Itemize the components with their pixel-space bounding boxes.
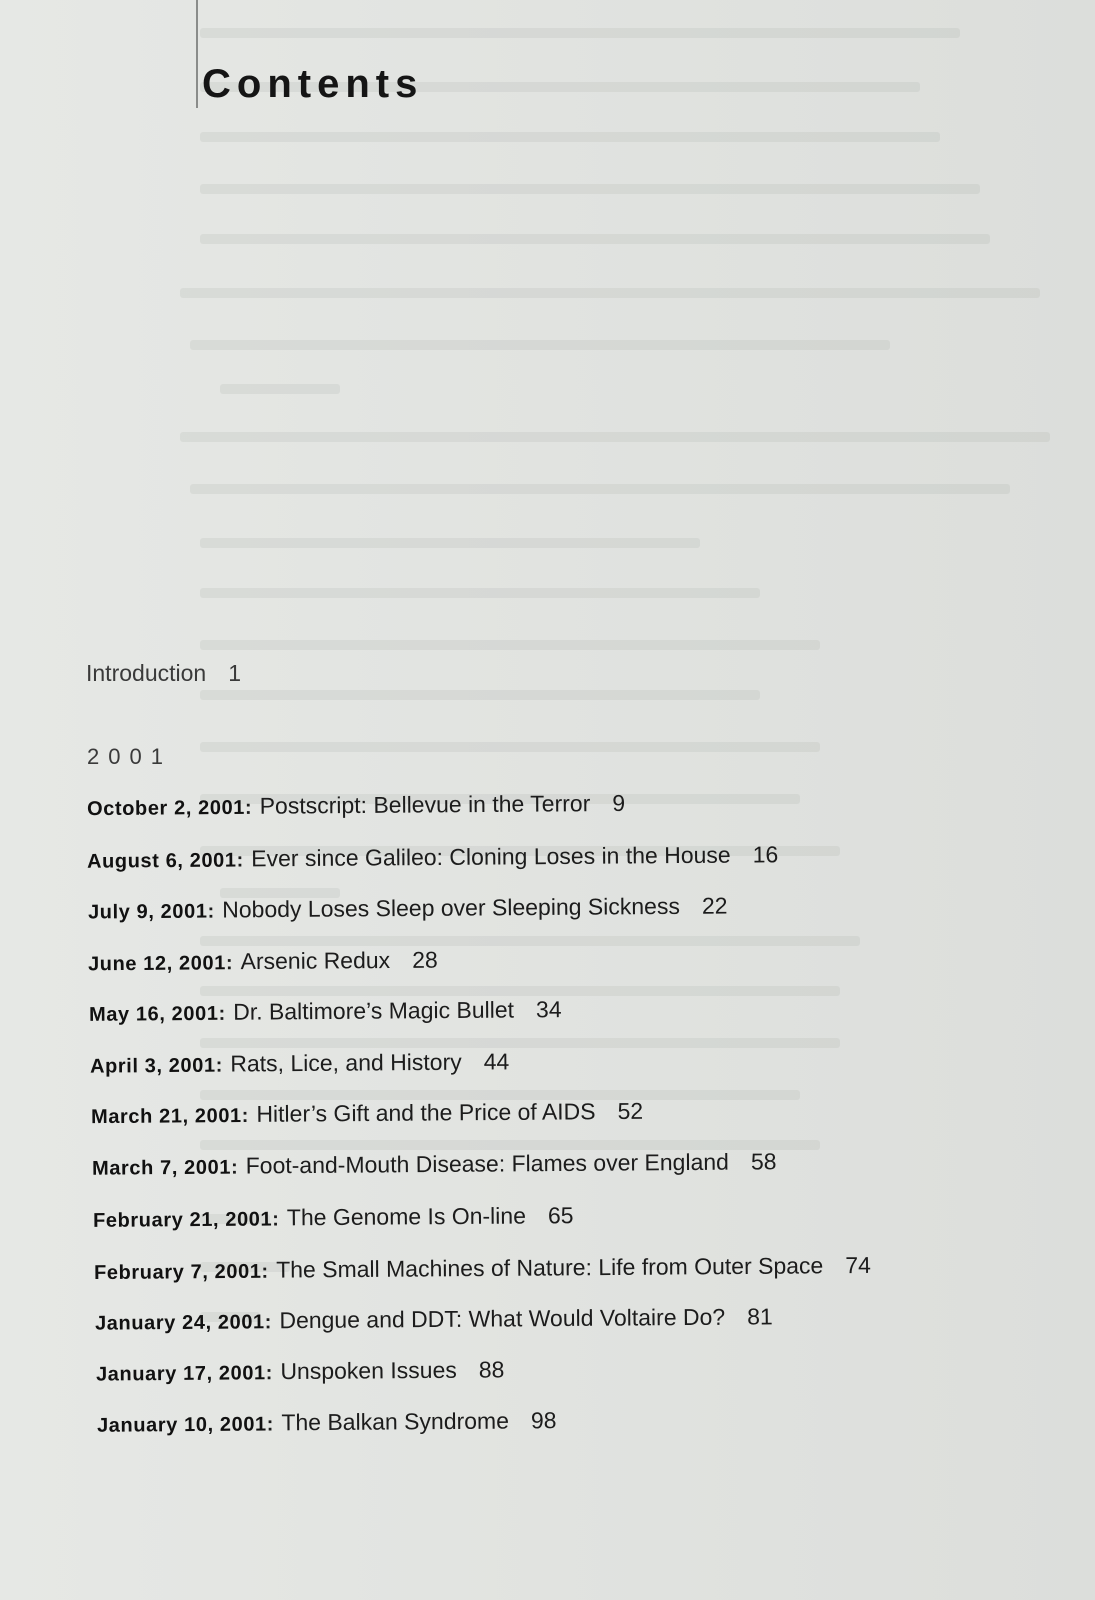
entry-title: Arsenic Redux [240, 947, 391, 975]
introduction-label: Introduction [86, 660, 207, 686]
toc-entry: October 2, 2001: Postscript: Bellevue in the Terror 9 [86, 789, 626, 821]
entry-page-number: 16 [752, 841, 779, 868]
margin-rule [196, 0, 198, 108]
entry-page-number: 88 [478, 1356, 505, 1383]
entry-title: Foot-and-Mouth Disease: Flames over England [245, 1148, 730, 1179]
entry-date: July 9, 2001 [87, 900, 208, 924]
entry-page-number: 28 [412, 946, 438, 973]
entry-page-number: 34 [535, 996, 562, 1023]
entry-title: Dengue and DDT: What Would Voltaire Do? [279, 1303, 726, 1334]
toc-entry: April 3, 2001: Rats, Lice, and History 44 [89, 1048, 510, 1078]
entry-date: June 12, 2001 [87, 952, 226, 976]
entry-title: The Small Machines of Nature: Life from Outer Space [276, 1252, 824, 1283]
entry-title: Nobody Loses Sleep over Sleeping Sickness [222, 892, 681, 923]
entry-page-number: 81 [747, 1303, 773, 1330]
entry-title: Rats, Lice, and History [230, 1048, 462, 1077]
toc-entry: June 12, 2001: Arsenic Redux 28 [87, 946, 438, 976]
introduction-entry [86, 660, 241, 687]
entry-date: January 17, 2001 [95, 1362, 266, 1386]
entry-date: March 7, 2001 [91, 1156, 232, 1180]
entry-title: Ever since Galileo: Cloning Loses in the House [251, 841, 731, 872]
entry-date: January 10, 2001 [96, 1413, 267, 1437]
entry-title: Dr. Baltimore’s Magic Bullet [233, 996, 515, 1025]
toc-entry: February 21, 2001: The Genome Is On-line 65 [92, 1202, 574, 1232]
bleed-through-texture [180, 0, 1080, 1400]
toc-entry: January 24, 2001: Dengue and DDT: What Would Voltaire Do? 81 [94, 1303, 773, 1335]
entry-title: The Genome Is On-line [286, 1202, 527, 1231]
entry-title: The Balkan Syndrome [281, 1407, 510, 1436]
entry-date: March 21, 2001 [90, 1104, 242, 1129]
toc-entry: March 21, 2001: Hitler’s Gift and the Price of AIDS 52 [90, 1097, 644, 1129]
entry-date: October 2, 2001 [86, 796, 246, 821]
entry-page-number: 74 [845, 1251, 871, 1279]
entry-page-number: 58 [750, 1148, 777, 1175]
toc-entry: February 7, 2001: The Small Machines of Nature: Life from Outer Space 74 [93, 1251, 871, 1285]
toc-entry: August 6, 2001: Ever since Galileo: Cloning Loses in the House 16 [86, 841, 779, 873]
entry-page-number: 52 [617, 1097, 644, 1125]
entry-date: August 6, 2001 [86, 849, 237, 873]
entry-page-number: 98 [530, 1407, 557, 1434]
entry-date: February 7, 2001 [93, 1260, 262, 1285]
introduction-page-number: 1 [228, 660, 241, 686]
toc-entry: May 16, 2001: Dr. Baltimore’s Magic Bullet 34 [88, 996, 562, 1026]
page-title: Contents [202, 62, 424, 106]
entry-date: April 3, 2001 [89, 1054, 216, 1078]
entry-title: Unspoken Issues [280, 1356, 457, 1385]
entry-title: Hitler’s Gift and the Price of AIDS [256, 1098, 596, 1127]
entry-page-number: 44 [483, 1048, 510, 1075]
toc-entry: January 10, 2001: The Balkan Syndrome 98 [96, 1407, 557, 1437]
entry-date: May 16, 2001 [88, 1002, 219, 1026]
entry-date: January 24, 2001 [94, 1311, 265, 1335]
toc-entry: January 17, 2001: Unspoken Issues 88 [95, 1356, 505, 1386]
entry-title: Postscript: Bellevue in the Terror [259, 790, 591, 819]
toc-entry: July 9, 2001: Nobody Loses Sleep over Sleeping Sickness 22 [87, 892, 728, 924]
entry-page-number: 22 [701, 892, 728, 919]
entry-page-number: 65 [547, 1202, 574, 1229]
entry-page-number: 9 [612, 789, 626, 816]
toc-entry: March 7, 2001: Foot-and-Mouth Disease: Flames over England 58 [91, 1148, 777, 1180]
section-year-heading: 2001 [87, 744, 172, 769]
entry-date: February 21, 2001 [92, 1208, 273, 1232]
